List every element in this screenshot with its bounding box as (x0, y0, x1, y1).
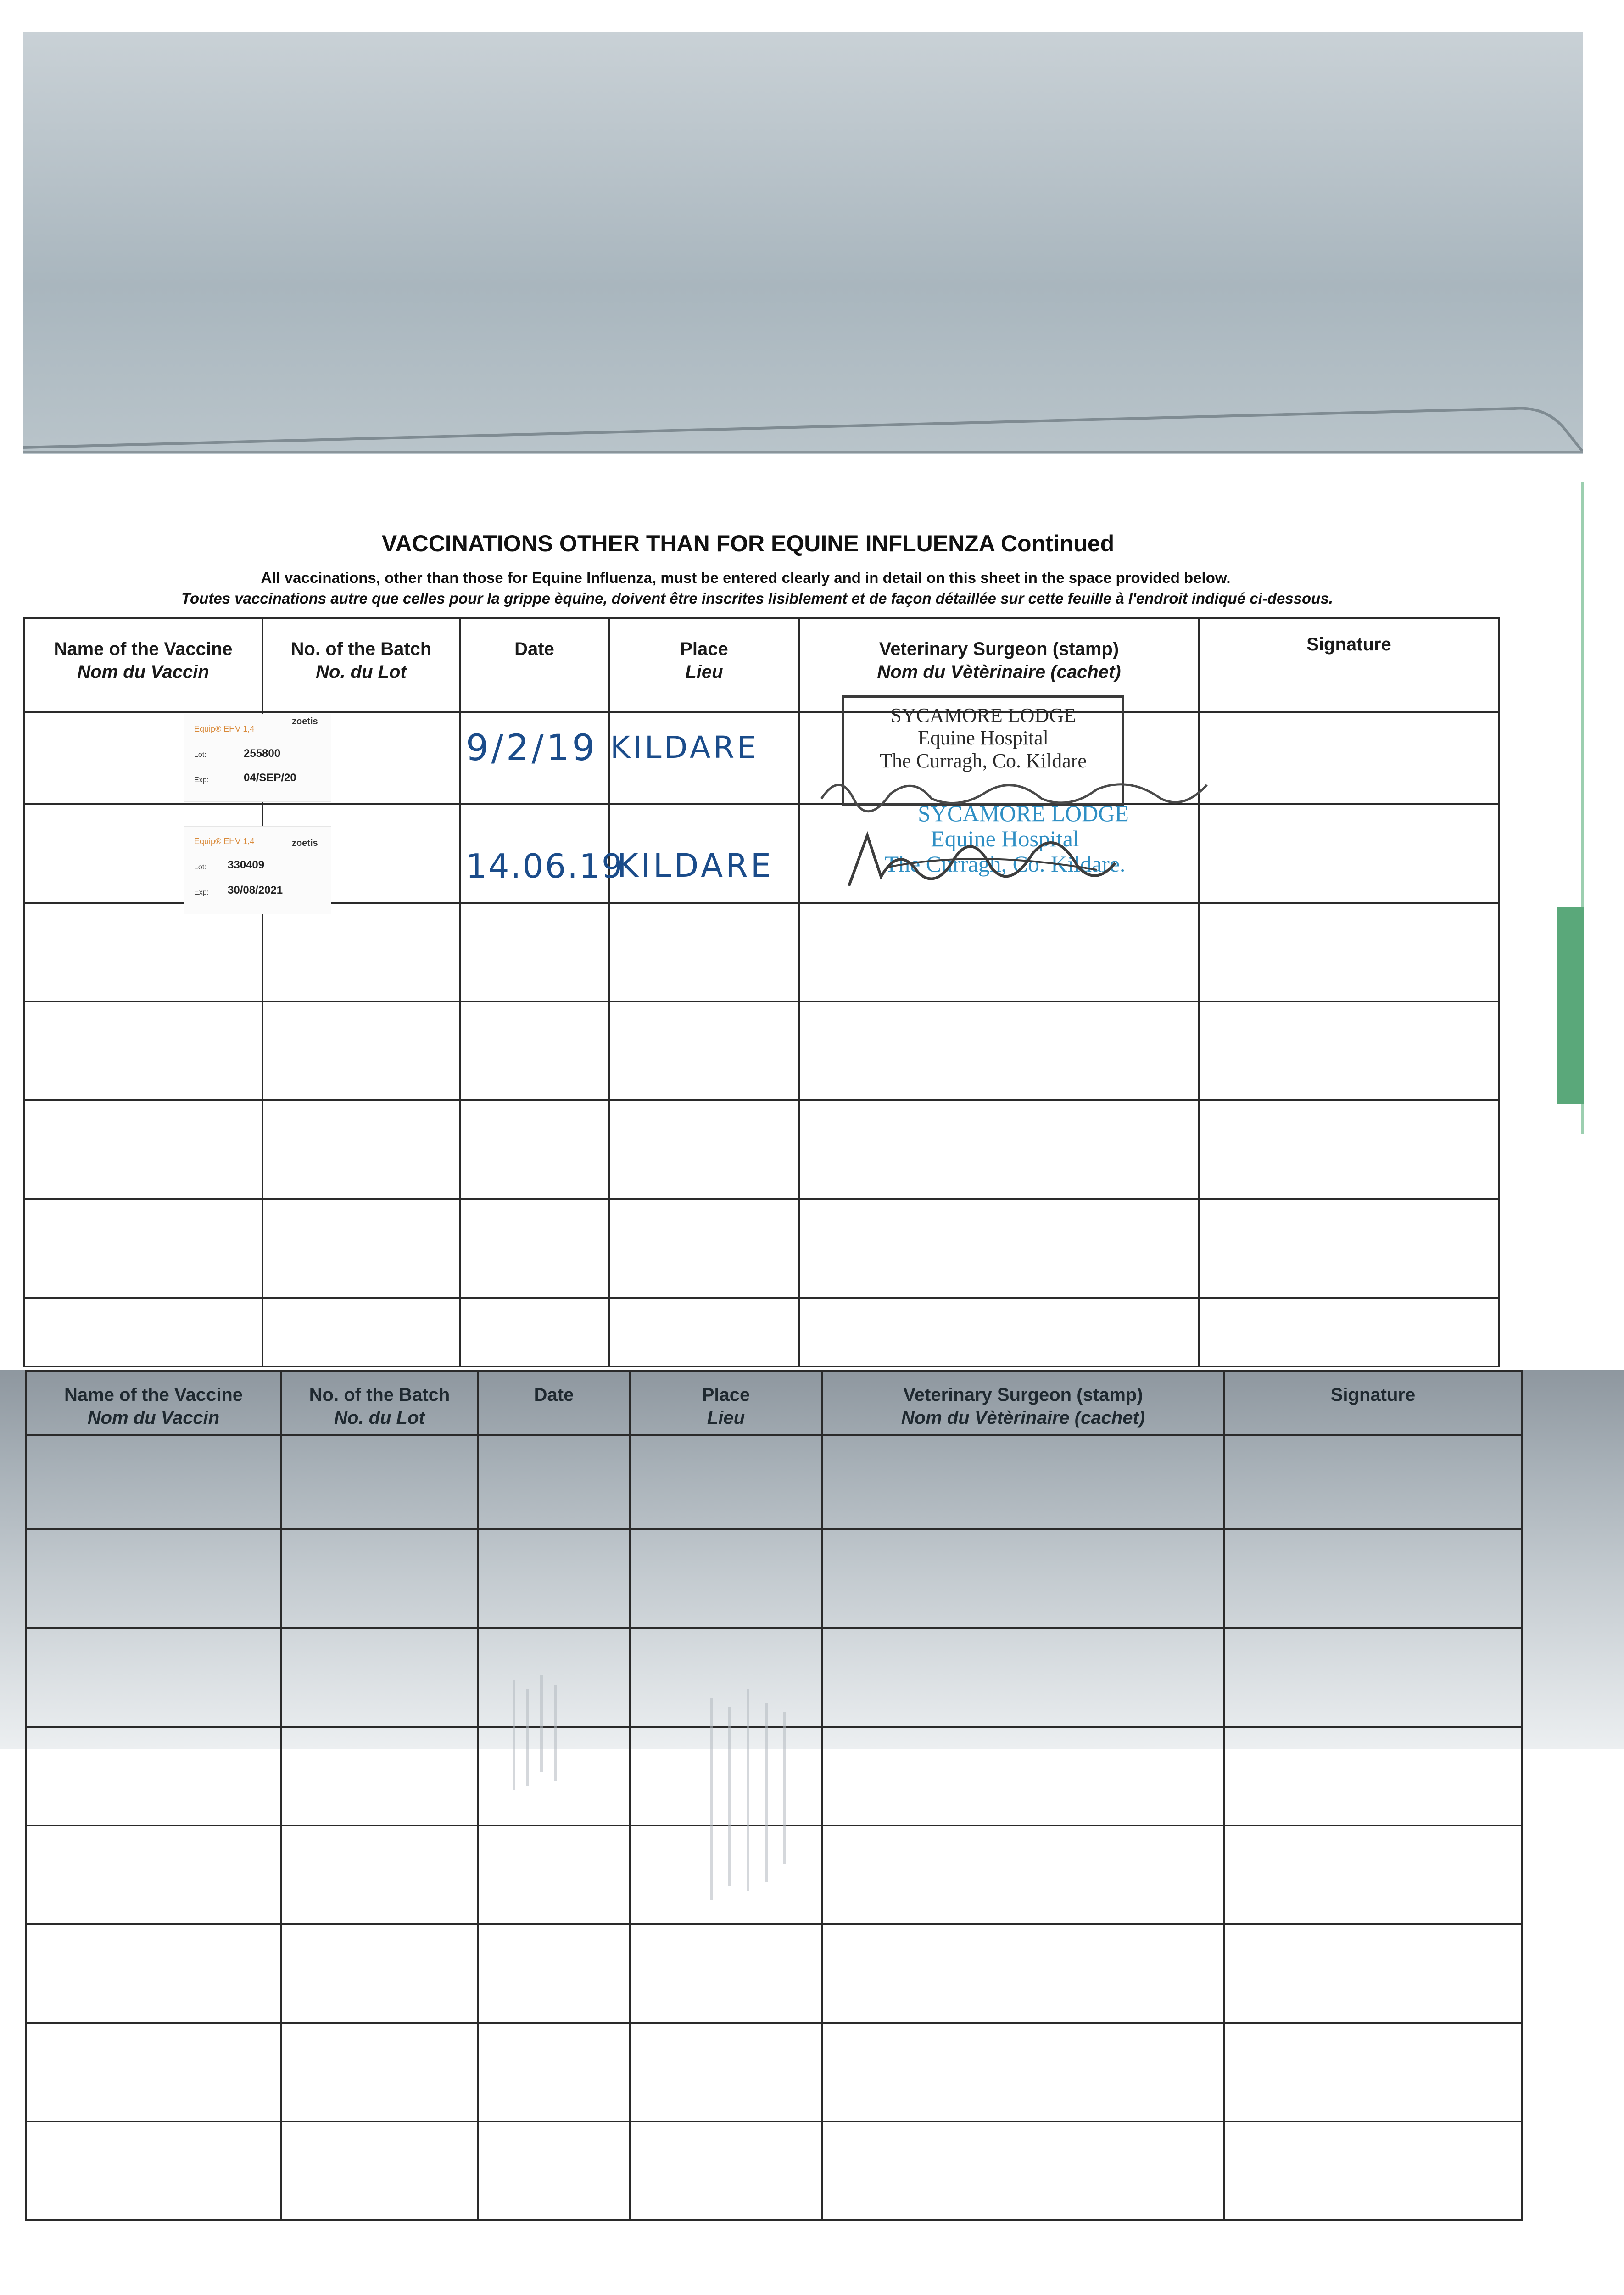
cell (460, 1298, 609, 1366)
cell (26, 2121, 281, 2220)
header-vaccine (26, 1371, 281, 1435)
header-vaccine (24, 618, 262, 712)
cell (609, 1199, 799, 1298)
table-row (24, 1002, 1499, 1100)
cell (822, 2121, 1224, 2220)
header-batch (262, 618, 460, 712)
table-header-row (26, 1371, 1522, 1435)
entry-1-date: 9/2/19 (466, 728, 598, 769)
header-date-en: Date (514, 639, 554, 659)
header-place-en: Place (702, 1385, 750, 1405)
cell (1224, 1435, 1522, 1529)
label-exp: 04/SEP/20 (244, 772, 296, 784)
cell (630, 2121, 822, 2220)
stamp-2-line3: The Curragh, Co. Kildare. (884, 851, 1126, 877)
header-batch-en: No. of the Batch (290, 639, 432, 659)
cell (281, 1435, 478, 1529)
cell (1224, 1628, 1522, 1727)
header-place (630, 1371, 822, 1435)
cell (460, 1199, 609, 1298)
table-row (26, 1924, 1522, 2023)
cell (478, 2023, 630, 2121)
header-date (460, 618, 609, 712)
table-row (24, 1199, 1499, 1298)
entry-1-place: KILDARE (610, 730, 759, 765)
header-signature-en: Signature (1306, 634, 1391, 655)
cell (1199, 804, 1499, 903)
top-scan-band (23, 32, 1583, 454)
header-place-en: Place (680, 639, 728, 659)
label-exp-key: Exp: (194, 889, 209, 896)
table-row (24, 903, 1499, 1002)
header-vet (822, 1371, 1224, 1435)
cell (478, 2121, 630, 2220)
cell (799, 1298, 1199, 1366)
header-batch-fr: No. du Lot (334, 1408, 425, 1428)
entry-2-date: 14.06.19 (466, 847, 624, 885)
cell (262, 903, 460, 1002)
header-vaccine-en: Name of the Vaccine (54, 639, 233, 659)
label-lot: 330409 (228, 859, 265, 871)
cell (1199, 1100, 1499, 1199)
cell (799, 903, 1199, 1002)
stamp-1-line1: SYCAMORE LODGE (890, 704, 1076, 727)
stamp-2-line2: Equine Hospital (931, 826, 1079, 851)
cell (799, 1199, 1199, 1298)
signature-scribble-2 (840, 817, 1124, 900)
vaccine-label-1 (184, 714, 331, 802)
table-header-row (24, 618, 1499, 712)
header-vet-en: Veterinary Surgeon (stamp) (903, 1385, 1143, 1405)
header-date (478, 1371, 630, 1435)
cell (1224, 1727, 1522, 1825)
cell (609, 1298, 799, 1366)
stamp-1-line2: Equine Hospital (918, 727, 1049, 750)
header-vet-en: Veterinary Surgeon (stamp) (879, 639, 1119, 659)
cell (24, 1298, 262, 1366)
cell (460, 1002, 609, 1100)
cell (822, 2023, 1224, 2121)
cell (799, 1002, 1199, 1100)
header-batch-en: No. of the Batch (309, 1385, 450, 1405)
header-signature (1199, 618, 1499, 712)
cell (24, 1100, 262, 1199)
cell (1224, 2121, 1522, 2220)
cell (609, 903, 799, 1002)
page-curl-edge (23, 402, 1583, 457)
page-title: VACCINATIONS OTHER THAN FOR EQUINE INFLUENZA Continued (381, 531, 1115, 556)
label-exp: 30/08/2021 (228, 884, 283, 896)
label-lot-key: Lot: (194, 863, 206, 871)
label-exp-key: Exp: (194, 776, 209, 784)
cell (609, 1002, 799, 1100)
cell (1224, 2023, 1522, 2121)
table-row (24, 1100, 1499, 1199)
cell (281, 1727, 478, 1825)
cell (630, 1529, 822, 1628)
cell (1199, 712, 1499, 804)
cell (630, 2023, 822, 2121)
cell (822, 1727, 1224, 1825)
vaccine-label-2 (184, 826, 331, 914)
cell (1199, 1298, 1499, 1366)
instruction-english: All vaccinations, other than those for Equine Influenza, must be entered clearly and in detail on this sheet in the space provided below. (261, 569, 1231, 586)
label-brand: Equip® EHV 1,4 (194, 724, 255, 733)
header-vaccine-fr: Nom du Vaccin (77, 662, 209, 682)
cell (478, 1924, 630, 2023)
cell (262, 1199, 460, 1298)
cell (478, 1435, 630, 1529)
cell (822, 1924, 1224, 2023)
header-signature (1224, 1371, 1522, 1435)
table-row (24, 1298, 1499, 1366)
bleed-through-marks (496, 1671, 817, 1909)
label-brand: Equip® EHV 1,4 (194, 837, 255, 846)
label-maker: zoetis (292, 716, 318, 727)
header-place-fr: Lieu (685, 662, 723, 682)
label-lot-key: Lot: (194, 751, 206, 759)
header-batch (281, 1371, 478, 1435)
cell (822, 1825, 1224, 1924)
cell (26, 1529, 281, 1628)
entry-2-place: KILDARE (617, 847, 774, 884)
cell (822, 1628, 1224, 1727)
cell (26, 1727, 281, 1825)
cell (460, 903, 609, 1002)
cell (26, 1825, 281, 1924)
header-place-fr: Lieu (707, 1408, 745, 1428)
header-vet-fr: Nom du Vètèrinaire (cachet) (877, 662, 1121, 682)
cell (609, 1100, 799, 1199)
label-lot: 255800 (244, 747, 281, 760)
cell (799, 1100, 1199, 1199)
cell (1199, 903, 1499, 1002)
cell (24, 903, 262, 1002)
cell (24, 1002, 262, 1100)
cell (478, 1529, 630, 1628)
header-vet-fr: Nom du Vètèrinaire (cachet) (901, 1408, 1145, 1428)
table-row (26, 1435, 1522, 1529)
table-row (26, 2023, 1522, 2121)
cell (822, 1529, 1224, 1628)
header-vaccine-en: Name of the Vaccine (64, 1385, 243, 1405)
cell (630, 1435, 822, 1529)
stamp-2-line1: SYCAMORE LODGE (918, 800, 1129, 826)
cell (1224, 1529, 1522, 1628)
cell (1224, 1825, 1522, 1924)
cell (24, 1199, 262, 1298)
cell (460, 1100, 609, 1199)
cell (281, 1628, 478, 1727)
cell (26, 2023, 281, 2121)
stamp-1-line3: The Curragh, Co. Kildare (880, 749, 1087, 772)
cell (281, 1924, 478, 2023)
instruction-french: Toutes vaccinations autre que celles pour la grippe èquine, doivent être inscrites lisiblement et de façon détaillée sur cette feuille à l'endroit indiqué ci-dessous. (181, 590, 1333, 607)
cell (281, 1825, 478, 1924)
label-maker: zoetis (292, 838, 318, 848)
table-row (26, 2121, 1522, 2220)
cell (1199, 1199, 1499, 1298)
cell (26, 1924, 281, 2023)
cell (630, 1924, 822, 2023)
cell (1224, 1924, 1522, 2023)
cell (26, 1628, 281, 1727)
cell (822, 1435, 1224, 1529)
cell (281, 1529, 478, 1628)
cell (262, 1100, 460, 1199)
header-batch-fr: No. du Lot (316, 662, 407, 682)
cell (262, 1002, 460, 1100)
cell (262, 1298, 460, 1366)
cell (281, 2023, 478, 2121)
cell (281, 2121, 478, 2220)
green-tab-marker (1557, 907, 1584, 1104)
table-row (26, 1529, 1522, 1628)
header-date-en: Date (534, 1385, 574, 1405)
header-place (609, 618, 799, 712)
header-signature-en: Signature (1330, 1385, 1416, 1405)
cell (26, 1435, 281, 1529)
cell (1199, 1002, 1499, 1100)
header-vaccine-fr: Nom du Vaccin (87, 1408, 220, 1428)
